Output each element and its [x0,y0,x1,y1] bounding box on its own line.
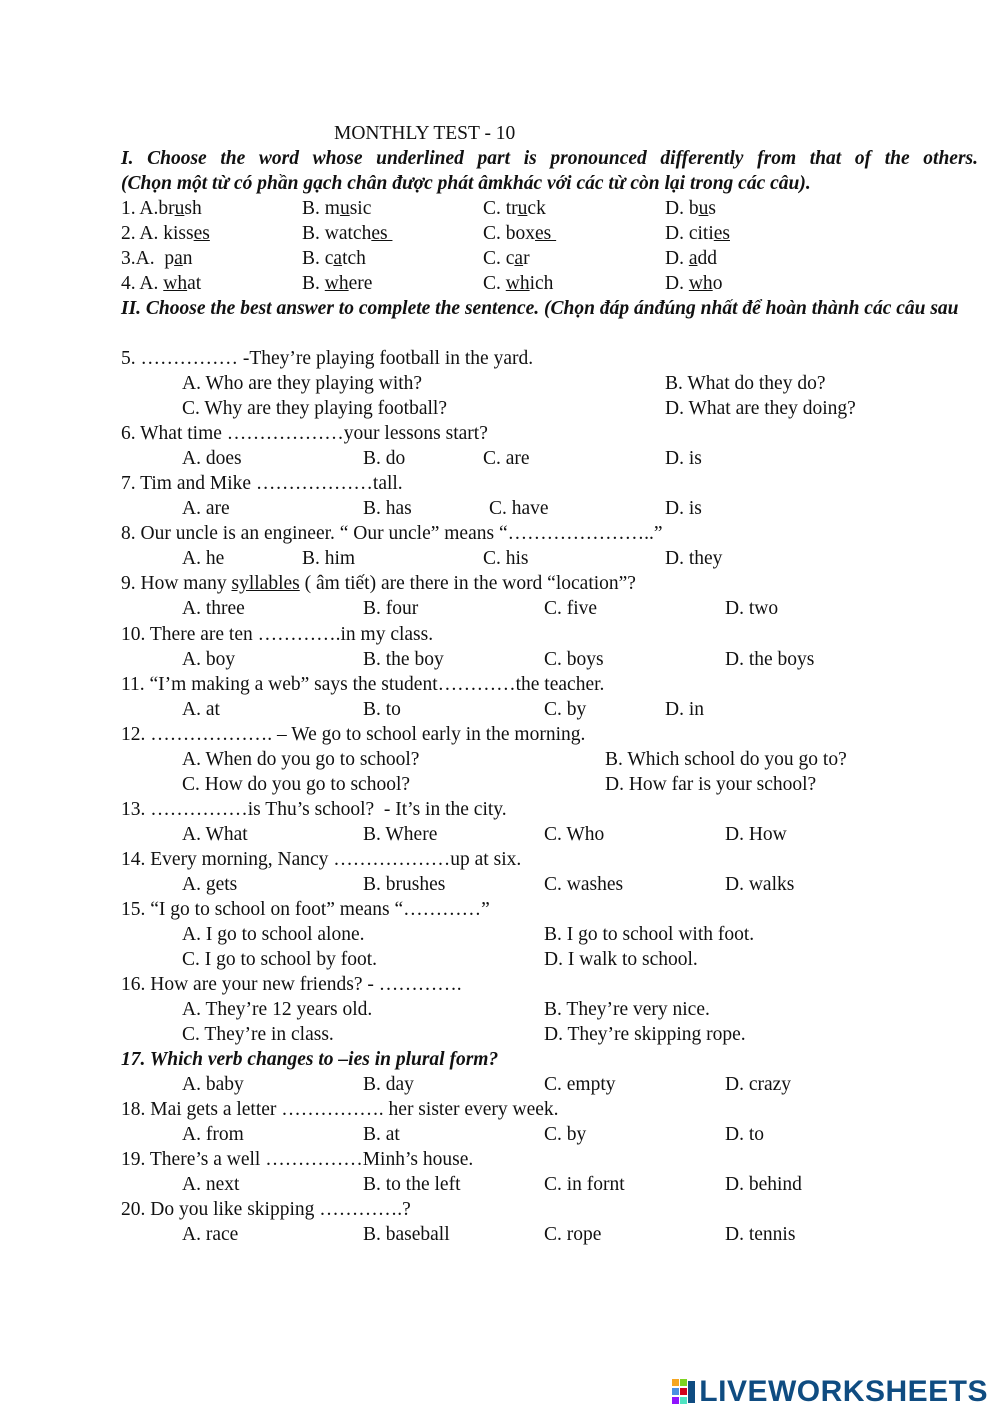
option-b[interactable]: B. to the left [363,1174,461,1195]
option-a[interactable]: A. he [182,548,225,569]
question-stem: 8. Our uncle is an engineer. “ Our uncle” means “…………………..” [121,523,663,544]
option-d[interactable]: D. How far is your school? [605,774,817,795]
option-3d: D. add [665,248,717,269]
answers-7 [121,496,978,521]
option-b[interactable]: B. has [363,498,412,519]
option-4c: C. which [483,273,554,294]
question-13 [121,797,978,822]
option-c[interactable]: C. Why are they playing football? [182,398,447,419]
option-c[interactable]: C. They’re in class. [182,1024,334,1045]
option-d[interactable]: D. is [665,498,702,519]
option-d[interactable]: D. They’re skipping rope. [544,1024,746,1045]
option-c[interactable]: C. have [489,498,549,519]
option-d[interactable]: D. two [725,598,779,619]
section2-heading: II. Choose the best answer to complete the sentence. (Chọn đáp ánđúng nhất để hoàn thành các câu sau [121,298,959,319]
option-c[interactable]: C. his [483,548,529,569]
answers-16-row2 [121,1022,978,1047]
answers-5-row2 [121,396,978,421]
option-b[interactable]: B. I go to school with foot. [544,924,755,945]
liveworksheets-logo[interactable] [672,1372,988,1412]
question-stem: 16. How are your new friends? - …………. [121,974,462,995]
answers-18 [121,1122,978,1147]
option-c[interactable]: C. washes [544,874,624,895]
option-d[interactable]: D. the boys [725,649,815,670]
option-d[interactable]: D. is [665,448,702,469]
option-b[interactable]: B. Where [363,824,438,845]
option-d[interactable]: D. tennis [725,1224,796,1245]
option-c[interactable]: C. are [483,448,530,469]
answers-17 [121,1072,978,1097]
question-stem: 6. What time ………………your lessons start? [121,423,488,444]
question-stem: 11. “I’m making a web” says the student…………the teacher. [121,674,605,695]
option-d[interactable]: D. crazy [725,1074,792,1095]
test-title: MONTHLY TEST - 10 [334,123,516,144]
option-a[interactable]: A. next [182,1174,240,1195]
option-a[interactable]: A. from [182,1124,244,1145]
question-stem: 15. “I go to school on foot” means “…………” [121,899,490,920]
answers-15-row1 [121,922,978,947]
option-c[interactable]: C. I go to school by foot. [182,949,377,970]
question-stem: 14. Every morning, Nancy ………………up at six. [121,849,522,870]
option-2d: D. cities [665,223,730,244]
option-c[interactable]: C. five [544,598,598,619]
option-b[interactable]: B. him [302,548,356,569]
option-a[interactable]: A. are [182,498,230,519]
question-10 [121,622,978,647]
question-12 [121,722,978,747]
option-b[interactable]: B. They’re very nice. [544,999,710,1020]
liveworksheets-wordmark: LIVEWORKSHEETS [699,1375,988,1408]
option-2c: C. boxes [483,223,557,244]
question-17 [121,1047,978,1072]
question-18 [121,1097,978,1122]
option-c[interactable]: C. empty [544,1074,616,1095]
question-5 [121,346,978,371]
option-a[interactable]: A. They’re 12 years old. [182,999,373,1020]
answers-16-row1 [121,997,978,1022]
option-2b: B. watches [302,223,393,244]
section1-subheading: (Chọn một từ có phần gạch chân được phát âmkhác với các từ còn lại trong các câu). [121,173,811,194]
option-1a: 1. A.brush [121,198,202,219]
option-a[interactable]: A. at [182,699,220,720]
question-15 [121,897,978,922]
option-d[interactable]: D. walks [725,874,795,895]
option-c[interactable]: C. by [544,1124,587,1145]
option-a[interactable]: A. What [182,824,248,845]
option-b[interactable]: B. do [363,448,406,469]
option-d[interactable]: D. I walk to school. [544,949,698,970]
option-3b: B. catch [302,248,366,269]
option-a[interactable]: A. boy [182,649,236,670]
question-6 [121,421,978,446]
option-a[interactable]: A. three [182,598,245,619]
question-row-3 [121,246,978,271]
answers-14 [121,872,978,897]
answers-15-row2 [121,947,978,972]
option-b[interactable]: B. day [363,1074,414,1095]
option-a[interactable]: A. When do you go to school? [182,749,420,770]
question-8 [121,521,978,546]
question-stem: 5. …………… -They’re playing football in the yard. [121,348,534,369]
question-20 [121,1197,978,1222]
option-d[interactable]: D. What are they doing? [665,398,856,419]
option-3c: C. car [483,248,530,269]
option-a[interactable]: A. does [182,448,242,469]
option-a[interactable]: A. I go to school alone. [182,924,365,945]
answers-13 [121,822,978,847]
option-3a: 3.A. pan [121,248,193,269]
option-c[interactable]: C. in fornt [544,1174,625,1195]
question-19 [121,1147,978,1172]
question-7 [121,471,978,496]
option-c[interactable]: C. How do you go to school? [182,774,411,795]
option-c[interactable]: C. Who [544,824,605,845]
question-stem: 12. ………………. – We go to school early in the morning. [121,724,586,745]
option-b[interactable]: B. What do they do? [665,373,826,394]
option-a[interactable]: A. baby [182,1074,244,1095]
option-d[interactable]: D. to [725,1124,764,1145]
option-c[interactable]: C. rope [544,1224,602,1245]
answers-12-row2 [121,772,978,797]
question-14 [121,847,978,872]
option-b[interactable]: B. at [363,1124,400,1145]
option-4a: 4. A. what [121,273,202,294]
option-d[interactable]: D. How [725,824,787,845]
option-c[interactable]: C. boys [544,649,604,670]
option-a[interactable]: A. gets [182,874,238,895]
option-1b: B. music [302,198,372,219]
option-b[interactable]: B. baseball [363,1224,450,1245]
question-9 [121,571,978,596]
question-stem: 9. How many syllables ( âm tiết) are there in the word “location”? [121,573,636,594]
option-b[interactable]: B. the boy [363,649,444,670]
option-b[interactable]: B. brushes [363,874,446,895]
answers-6 [121,446,978,471]
question-16 [121,972,978,997]
section1-heading: I. Choose the word whose underlined part is pronounced differently from that of the others. [121,148,978,169]
option-b[interactable]: B. four [363,598,419,619]
question-stem: 18. Mai gets a letter ……………. her sister every week. [121,1099,559,1120]
option-b[interactable]: B. to [363,699,401,720]
option-1d: D. bus [665,198,716,219]
option-1c: C. truck [483,198,546,219]
answers-8 [121,546,978,571]
answers-5-row1 [121,371,978,396]
answers-10 [121,647,978,672]
question-stem: 20. Do you like skipping ………….? [121,1199,411,1220]
answers-12-row1 [121,747,978,772]
question-row-4 [121,271,978,296]
question-stem: 17. Which verb changes to –ies in plural form? [121,1049,499,1070]
question-stem: 19. There’s a well ……………Minh’s house. [121,1149,474,1170]
option-4b: B. where [302,273,373,294]
answers-11 [121,697,978,722]
answers-19 [121,1172,978,1197]
option-a[interactable]: A. race [182,1224,239,1245]
option-a[interactable]: A. Who are they playing with? [182,373,423,394]
question-11 [121,672,978,697]
question-stem: 10. There are ten ………….in my class. [121,624,434,645]
option-d[interactable]: D. behind [725,1174,802,1195]
question-stem: 7. Tim and Mike ………………tall. [121,473,403,494]
question-row-1 [121,196,978,221]
option-c[interactable]: C. by [544,699,587,720]
option-d[interactable]: D. in [665,699,704,720]
answers-20 [121,1222,978,1247]
answers-9 [121,596,978,621]
question-row-2 [121,221,978,246]
option-2a: 2. A. kisses [121,223,210,244]
liveworksheets-icon [672,1379,696,1405]
option-4d: D. who [665,273,723,294]
option-d[interactable]: D. they [665,548,723,569]
question-stem: 13. ……………is Thu’s school? - It’s in the city. [121,799,507,820]
option-b[interactable]: B. Which school do you go to? [605,749,847,770]
